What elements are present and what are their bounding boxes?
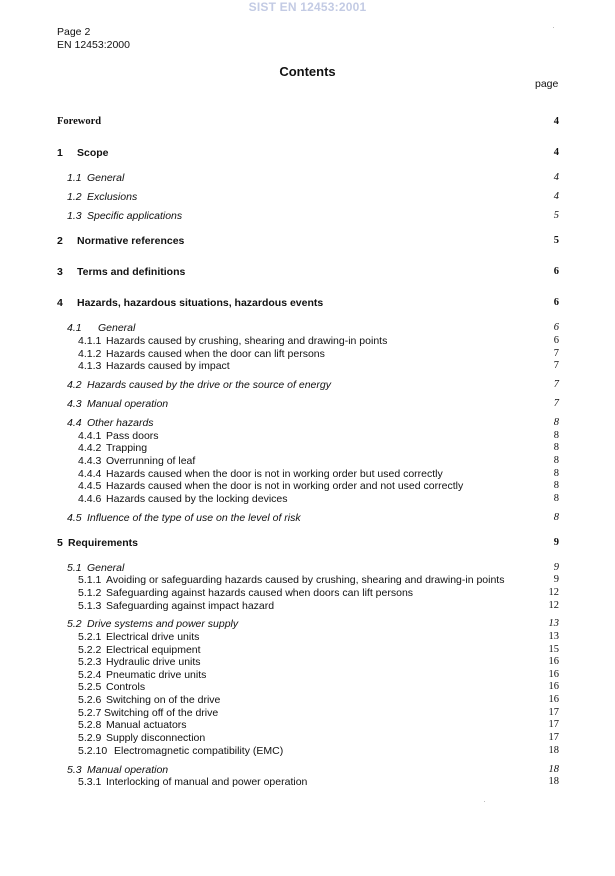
toc-page: 9 bbox=[553, 537, 559, 548]
toc-title: Overrunning of leaf bbox=[106, 455, 196, 467]
toc-title: Interlocking of manual and power operation bbox=[106, 776, 308, 788]
toc-number: 5.2.10 bbox=[78, 745, 108, 757]
toc-entry[interactable] bbox=[0, 359, 615, 373]
toc-number: 4.1.2 bbox=[78, 348, 102, 360]
toc-title: Switching off of the drive bbox=[104, 707, 219, 719]
toc-title: Scope bbox=[77, 147, 109, 159]
toc-title: General bbox=[98, 322, 136, 334]
toc-page: 8 bbox=[553, 455, 559, 466]
toc-title: Switching on of the drive bbox=[106, 694, 221, 706]
toc-page: 13 bbox=[548, 618, 559, 629]
toc-number: 4.4.3 bbox=[78, 455, 102, 467]
header-standard: EN 12453:2000 bbox=[57, 39, 130, 51]
toc-entry[interactable] bbox=[0, 630, 615, 644]
toc-title: Requirements bbox=[68, 537, 139, 549]
toc-number: 4.4.4 bbox=[78, 468, 102, 480]
toc-title: Normative references bbox=[77, 235, 185, 247]
toc-title: General bbox=[87, 562, 125, 574]
toc-entry[interactable] bbox=[0, 296, 615, 310]
toc-page: 4 bbox=[553, 147, 559, 158]
toc-number: 4.3 bbox=[67, 398, 82, 410]
toc-number: 4.4.5 bbox=[78, 480, 102, 492]
toc-page: 9 bbox=[553, 574, 559, 585]
toc-page: 16 bbox=[548, 694, 559, 705]
toc-number: 4.4.2 bbox=[78, 442, 102, 454]
toc-entry[interactable] bbox=[0, 680, 615, 694]
toc-title: Electrical equipment bbox=[106, 644, 201, 656]
toc-entry[interactable] bbox=[0, 655, 615, 669]
toc-entry-foreword[interactable] bbox=[0, 115, 615, 129]
toc-page: 12 bbox=[548, 600, 559, 611]
toc-number: 5.2.2 bbox=[78, 644, 102, 656]
toc-page: 6 bbox=[553, 322, 559, 333]
toc-number: 4.1.3 bbox=[78, 360, 102, 372]
toc-entry[interactable] bbox=[0, 265, 615, 279]
toc-title: Avoiding or safeguarding hazards caused by crushing, shearing and drawing-in points bbox=[106, 574, 505, 586]
toc-page: 7 bbox=[553, 360, 559, 371]
toc-number: 5.2 bbox=[67, 618, 82, 630]
toc-page: 6 bbox=[553, 266, 559, 277]
toc-entry[interactable] bbox=[0, 171, 615, 185]
toc-number: 5.3 bbox=[67, 764, 82, 776]
toc-title: Drive systems and power supply bbox=[87, 618, 239, 630]
toc-page: 17 bbox=[548, 707, 559, 718]
toc-title: Electrical drive units bbox=[106, 631, 200, 643]
toc-title: Hazards caused by the locking devices bbox=[106, 493, 288, 505]
toc-page: 4 bbox=[553, 172, 559, 183]
toc-entry[interactable] bbox=[0, 599, 615, 613]
toc-page: 13 bbox=[548, 631, 559, 642]
toc-entry[interactable] bbox=[0, 731, 615, 745]
toc-entry[interactable] bbox=[0, 146, 615, 160]
toc-page: 8 bbox=[553, 442, 559, 453]
toc-page: 7 bbox=[553, 348, 559, 359]
toc-entry[interactable] bbox=[0, 586, 615, 600]
toc-page: 16 bbox=[548, 681, 559, 692]
toc-entry[interactable] bbox=[0, 334, 615, 348]
header-page-number: Page 2 bbox=[57, 26, 91, 38]
toc-number: 1 bbox=[57, 147, 63, 159]
toc-title: Hazards caused when the door can lift persons bbox=[106, 348, 325, 360]
toc-title: Manual operation bbox=[87, 398, 169, 410]
toc-entry[interactable] bbox=[0, 209, 615, 223]
toc-page: 17 bbox=[548, 732, 559, 743]
toc-page: 8 bbox=[553, 430, 559, 441]
toc-title: Terms and definitions bbox=[77, 266, 186, 278]
toc-number: 5.3.1 bbox=[78, 776, 102, 788]
toc-page: 4 bbox=[553, 116, 559, 127]
toc-entry[interactable] bbox=[0, 416, 615, 430]
scan-speck bbox=[484, 801, 485, 802]
toc-number: 5.2.8 bbox=[78, 719, 102, 731]
toc-title: Manual operation bbox=[87, 764, 169, 776]
toc-title: Hazards caused by the drive or the source of energy bbox=[87, 379, 331, 391]
toc-title: Hazards caused by crushing, shearing and drawing-in points bbox=[106, 335, 388, 347]
toc-number: 4 bbox=[57, 297, 63, 309]
toc-entry[interactable] bbox=[0, 617, 615, 631]
toc-number: 5.2.1 bbox=[78, 631, 102, 643]
page-column-label: page bbox=[535, 78, 559, 90]
toc-page: 9 bbox=[553, 562, 559, 573]
toc-number: 1.1 bbox=[67, 172, 82, 184]
toc-page: 8 bbox=[553, 480, 559, 491]
toc-number: 5.2.9 bbox=[78, 732, 102, 744]
toc-page: 7 bbox=[553, 398, 559, 409]
toc-entry[interactable] bbox=[0, 441, 615, 455]
page-title: Contents bbox=[279, 64, 336, 79]
toc-title: General bbox=[87, 172, 125, 184]
toc-entry[interactable] bbox=[0, 744, 615, 758]
toc-entry[interactable] bbox=[0, 454, 615, 468]
toc-number: 4.4 bbox=[67, 417, 82, 429]
toc-number: 3 bbox=[57, 266, 63, 278]
toc-entry[interactable] bbox=[0, 397, 615, 411]
toc-title: Supply disconnection bbox=[106, 732, 206, 744]
toc-entry[interactable] bbox=[0, 479, 615, 493]
toc-title: Exclusions bbox=[87, 191, 138, 203]
toc-title: Pneumatic drive units bbox=[106, 669, 207, 681]
toc-number: 4.1.1 bbox=[78, 335, 102, 347]
toc-title: Trapping bbox=[106, 442, 148, 454]
toc-entry[interactable] bbox=[0, 190, 615, 204]
toc-title: Safeguarding against hazards caused when doors can lift persons bbox=[106, 587, 414, 599]
toc-title: Pass doors bbox=[106, 430, 159, 442]
toc-entry[interactable] bbox=[0, 573, 615, 587]
toc-number: 4.4.1 bbox=[78, 430, 102, 442]
toc-page: 18 bbox=[548, 764, 559, 775]
toc-page: 18 bbox=[548, 745, 559, 756]
toc-title: Manual actuators bbox=[106, 719, 187, 731]
toc-entry[interactable] bbox=[0, 693, 615, 707]
toc-page: 12 bbox=[548, 587, 559, 598]
toc-number: 1.3 bbox=[67, 210, 82, 222]
toc-page: 7 bbox=[553, 379, 559, 390]
toc-number: 5.1.1 bbox=[78, 574, 102, 586]
toc-page: 6 bbox=[553, 297, 559, 308]
toc-number: 5 bbox=[57, 537, 63, 549]
toc-page: 8 bbox=[553, 493, 559, 504]
toc-title: Electromagnetic compatibility (EMC) bbox=[114, 745, 284, 757]
toc-page: 16 bbox=[548, 656, 559, 667]
toc-number: 4.4.6 bbox=[78, 493, 102, 505]
toc-page: 8 bbox=[553, 417, 559, 428]
toc-title: Hazards caused when the door is not in working order and not used correctly bbox=[106, 480, 464, 492]
watermark: SIST EN 12453:2001 bbox=[248, 0, 367, 14]
toc-title: Foreword bbox=[57, 116, 102, 127]
toc-number: 5.2.6 bbox=[78, 694, 102, 706]
toc-number: 5.1.2 bbox=[78, 587, 102, 599]
toc-number: 5.2.3 bbox=[78, 656, 102, 668]
toc-number: 1.2 bbox=[67, 191, 82, 203]
toc-entry[interactable] bbox=[0, 775, 615, 789]
toc-page: 8 bbox=[553, 512, 559, 523]
toc-entry[interactable] bbox=[0, 536, 615, 550]
toc-title: Specific applications bbox=[87, 210, 183, 222]
toc-title: Controls bbox=[106, 681, 146, 693]
toc-number: 5.2.5 bbox=[78, 681, 102, 693]
toc-number: 4.5 bbox=[67, 512, 82, 524]
toc-title: Hazards, hazardous situations, hazardous events bbox=[77, 297, 324, 309]
toc-page: 15 bbox=[548, 644, 559, 655]
toc-number: 4.1 bbox=[67, 322, 82, 334]
toc-number: 5.2.4 bbox=[78, 669, 102, 681]
toc-page: 6 bbox=[553, 335, 559, 346]
toc-number: 5.2.7 bbox=[78, 707, 102, 719]
toc-number: 2 bbox=[57, 235, 63, 247]
toc-title: Safeguarding against impact hazard bbox=[106, 600, 275, 612]
toc-page: 5 bbox=[553, 235, 559, 246]
toc-title: Hazards caused when the door is not in working order but used correctly bbox=[106, 468, 443, 480]
toc-entry[interactable] bbox=[0, 511, 615, 525]
toc-page: 17 bbox=[548, 719, 559, 730]
toc-title: Hazards caused by impact bbox=[106, 360, 230, 372]
toc-number: 5.1 bbox=[67, 562, 82, 574]
toc-number: 5.1.3 bbox=[78, 600, 102, 612]
toc-entry[interactable] bbox=[0, 321, 615, 335]
toc-entry[interactable] bbox=[0, 378, 615, 392]
toc-title: Hydraulic drive units bbox=[106, 656, 201, 668]
toc-title: Other hazards bbox=[87, 417, 154, 429]
toc-entry[interactable] bbox=[0, 718, 615, 732]
toc-page: 16 bbox=[548, 669, 559, 680]
toc-entry[interactable] bbox=[0, 234, 615, 248]
toc-page: 4 bbox=[553, 191, 559, 202]
toc-entry[interactable] bbox=[0, 492, 615, 506]
toc-page: 18 bbox=[548, 776, 559, 787]
scan-speck bbox=[553, 27, 554, 28]
toc-number: 4.2 bbox=[67, 379, 82, 391]
toc-title: Influence of the type of use on the level of risk bbox=[87, 512, 301, 524]
toc-page: 8 bbox=[553, 468, 559, 479]
toc-page: 5 bbox=[553, 210, 559, 221]
